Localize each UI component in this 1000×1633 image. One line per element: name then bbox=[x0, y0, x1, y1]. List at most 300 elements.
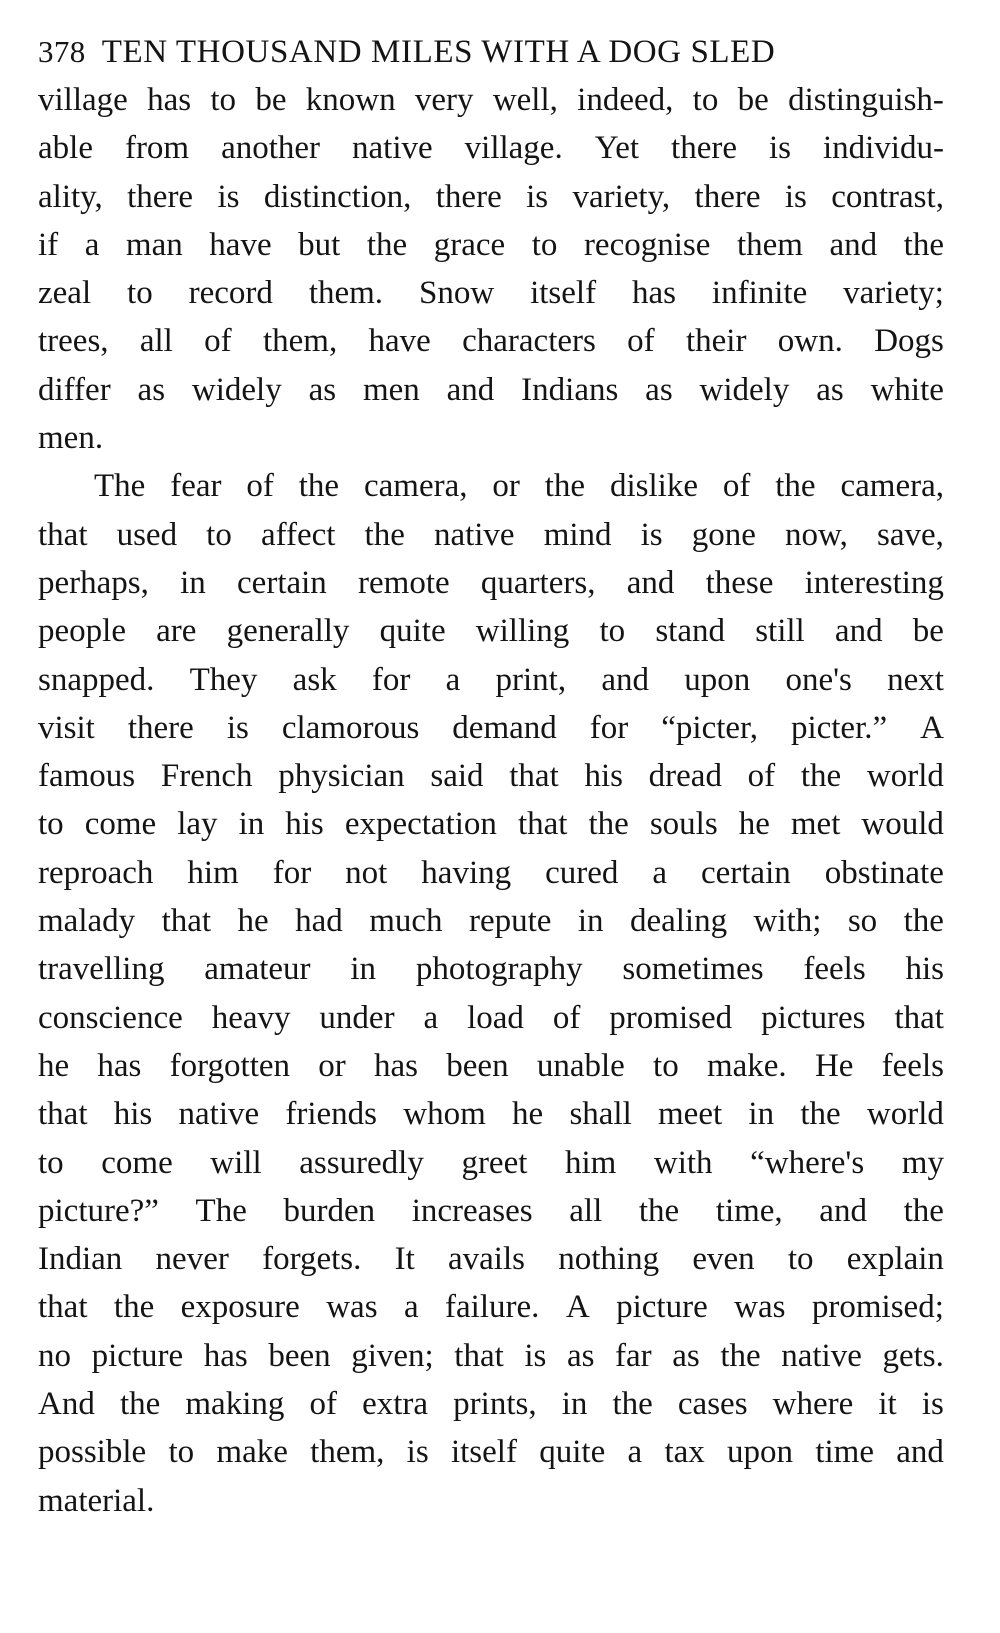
word: the bbox=[364, 516, 405, 553]
word: assuredly bbox=[299, 1144, 424, 1181]
text-line bbox=[38, 800, 944, 848]
word: as bbox=[137, 371, 166, 408]
word: print, bbox=[495, 661, 567, 698]
word: their bbox=[685, 323, 747, 360]
text-line bbox=[38, 1042, 944, 1090]
word: that bbox=[454, 1337, 504, 1374]
word: generally bbox=[226, 613, 350, 650]
word: Indians bbox=[521, 371, 619, 408]
word: far bbox=[615, 1337, 652, 1374]
word: differ bbox=[38, 371, 111, 408]
word: Dogs bbox=[874, 323, 944, 360]
word: infinite bbox=[711, 275, 808, 312]
word: be bbox=[912, 613, 944, 650]
word: all bbox=[569, 1192, 603, 1229]
word: the bbox=[113, 1289, 155, 1326]
text-line bbox=[38, 1428, 944, 1476]
word: nothing bbox=[558, 1241, 660, 1278]
text-line bbox=[38, 559, 944, 607]
word: will bbox=[210, 1144, 262, 1181]
word: clamorous bbox=[281, 709, 420, 746]
word: physician bbox=[278, 758, 405, 795]
running-head bbox=[38, 30, 944, 74]
word: the bbox=[588, 806, 629, 843]
word: there bbox=[671, 130, 737, 167]
word: native bbox=[178, 1096, 260, 1133]
word: travelling bbox=[38, 951, 165, 988]
text-line bbox=[38, 1187, 944, 1235]
text-line bbox=[38, 511, 944, 559]
word: and bbox=[626, 564, 675, 601]
word: dislike bbox=[609, 468, 698, 505]
word: of bbox=[747, 758, 776, 795]
word: making bbox=[185, 1386, 285, 1423]
word: picture?” bbox=[38, 1192, 159, 1229]
word: Snow bbox=[418, 275, 495, 312]
word: picture bbox=[91, 1337, 184, 1374]
word: native bbox=[352, 130, 433, 167]
word: world bbox=[866, 758, 944, 795]
word: time bbox=[815, 1434, 874, 1471]
word: that bbox=[38, 516, 88, 553]
word: friends bbox=[285, 1096, 378, 1133]
word: for bbox=[589, 709, 629, 746]
word: for bbox=[272, 854, 312, 891]
word: that bbox=[509, 758, 559, 795]
word: to bbox=[599, 613, 626, 650]
word: that bbox=[517, 806, 568, 843]
word: all bbox=[139, 323, 173, 360]
text-line bbox=[38, 1283, 944, 1331]
word: a bbox=[423, 999, 439, 1036]
word: the bbox=[119, 1386, 161, 1423]
word: was bbox=[734, 1289, 786, 1326]
word: to bbox=[206, 516, 232, 553]
word: as bbox=[816, 371, 844, 408]
word: make bbox=[216, 1434, 288, 1471]
word: the bbox=[800, 758, 842, 795]
word: still bbox=[755, 613, 805, 650]
word: camera, bbox=[840, 468, 944, 505]
text-line bbox=[38, 1380, 944, 1428]
word: and bbox=[829, 226, 878, 263]
word: his bbox=[285, 806, 324, 843]
word: a bbox=[627, 1434, 643, 1471]
word: for bbox=[371, 661, 411, 698]
word: visit bbox=[38, 709, 95, 746]
text-line bbox=[38, 607, 944, 655]
text-line bbox=[38, 656, 944, 704]
word: are bbox=[156, 613, 197, 650]
word: make. bbox=[706, 1047, 787, 1084]
word: The bbox=[94, 468, 146, 505]
word: he bbox=[237, 903, 269, 940]
word: recognise bbox=[583, 226, 711, 263]
word: the bbox=[903, 903, 944, 940]
word: explain bbox=[846, 1241, 944, 1278]
text-line bbox=[38, 752, 944, 800]
word: another bbox=[221, 130, 321, 167]
word: affect bbox=[260, 516, 336, 553]
text-line bbox=[38, 173, 944, 221]
word: possible bbox=[38, 1434, 147, 1471]
word: characters bbox=[462, 323, 596, 360]
word: Indian bbox=[38, 1241, 123, 1278]
word: distinguish- bbox=[788, 82, 944, 118]
text-line bbox=[38, 462, 944, 510]
word: certain bbox=[237, 564, 327, 601]
word: French bbox=[160, 758, 253, 795]
text-line bbox=[38, 1235, 944, 1283]
word: been bbox=[446, 1047, 509, 1084]
word: the bbox=[775, 468, 816, 505]
word: of bbox=[309, 1386, 337, 1423]
word: but bbox=[298, 226, 341, 263]
word: as bbox=[672, 1337, 700, 1374]
word: be bbox=[255, 82, 287, 118]
word: as bbox=[566, 1337, 595, 1374]
word: in bbox=[238, 806, 265, 843]
word: exposure bbox=[180, 1289, 300, 1326]
word: to bbox=[127, 275, 153, 312]
word: the bbox=[903, 226, 944, 263]
word: them, bbox=[310, 1434, 385, 1471]
word: them. bbox=[308, 275, 384, 312]
word: has bbox=[97, 1047, 142, 1084]
word: forgotten bbox=[169, 1047, 291, 1084]
word: there bbox=[127, 178, 194, 215]
word: mind bbox=[543, 516, 612, 553]
text-line bbox=[38, 76, 944, 124]
word: the bbox=[638, 1192, 680, 1229]
word: repute bbox=[468, 903, 552, 940]
word: that bbox=[38, 1096, 88, 1133]
word: the bbox=[612, 1386, 653, 1423]
word: cases bbox=[677, 1386, 748, 1423]
word: Yet bbox=[594, 130, 640, 167]
word: conscience bbox=[38, 999, 183, 1036]
word: dread bbox=[648, 758, 722, 795]
word: It bbox=[394, 1241, 415, 1278]
word: photography bbox=[415, 951, 583, 988]
word: come bbox=[84, 806, 157, 843]
word: now, bbox=[784, 516, 848, 553]
word: obstinate bbox=[824, 854, 944, 891]
text-line bbox=[38, 124, 944, 172]
word: gone bbox=[691, 516, 756, 553]
word: increases bbox=[411, 1192, 533, 1229]
text-line bbox=[38, 221, 944, 269]
word: given; bbox=[351, 1337, 434, 1374]
word: widely bbox=[699, 371, 790, 408]
word: from bbox=[124, 130, 190, 167]
word: to bbox=[210, 82, 237, 118]
word: A bbox=[920, 709, 944, 746]
word: village. bbox=[464, 130, 563, 167]
word: amateur bbox=[204, 951, 311, 988]
word: having bbox=[421, 854, 512, 891]
word: quarters, bbox=[480, 564, 596, 601]
word: he bbox=[512, 1096, 544, 1133]
word: man bbox=[125, 226, 183, 263]
word: to bbox=[692, 82, 719, 118]
word: is bbox=[784, 178, 807, 215]
word: in bbox=[561, 1386, 588, 1423]
text-line: men. bbox=[38, 420, 104, 457]
word: remote bbox=[358, 564, 450, 601]
word: ask bbox=[292, 661, 337, 698]
word: would bbox=[861, 806, 944, 843]
word: under bbox=[319, 999, 395, 1036]
text-line bbox=[38, 994, 944, 1042]
word: picture bbox=[616, 1289, 708, 1326]
word: to bbox=[787, 1241, 814, 1278]
word: with bbox=[653, 1144, 713, 1181]
word: his bbox=[584, 758, 623, 795]
word: come bbox=[101, 1144, 173, 1181]
word: willing bbox=[475, 613, 570, 650]
word: it bbox=[878, 1386, 897, 1423]
word: is bbox=[526, 178, 549, 215]
text-line bbox=[38, 1090, 944, 1138]
word: record bbox=[188, 275, 273, 312]
word: burden bbox=[283, 1192, 376, 1229]
word: that bbox=[38, 1289, 88, 1326]
word: is bbox=[921, 1386, 944, 1423]
word: is bbox=[226, 709, 249, 746]
word: of bbox=[552, 999, 581, 1036]
word: the bbox=[298, 468, 340, 505]
word: world bbox=[866, 1096, 944, 1133]
word: so bbox=[847, 903, 878, 940]
word: of bbox=[627, 323, 655, 360]
text-line bbox=[38, 849, 944, 897]
word: to bbox=[168, 1434, 195, 1471]
word: indeed, bbox=[577, 82, 674, 118]
word: and bbox=[601, 661, 649, 698]
word: failure. bbox=[445, 1289, 540, 1326]
word: ality, bbox=[38, 178, 103, 215]
word: him bbox=[564, 1144, 617, 1181]
word: and bbox=[819, 1192, 867, 1229]
word: used bbox=[116, 516, 178, 553]
word: save, bbox=[877, 516, 944, 553]
text-line bbox=[38, 945, 944, 993]
word: souls bbox=[649, 806, 718, 843]
word: feels bbox=[881, 1047, 944, 1084]
word: unable bbox=[536, 1047, 625, 1084]
word: and bbox=[834, 613, 883, 650]
word: of bbox=[722, 468, 751, 505]
word: had bbox=[295, 903, 343, 940]
text-line bbox=[38, 704, 944, 752]
paragraph-1 bbox=[38, 76, 944, 462]
word: never bbox=[155, 1241, 229, 1278]
word: that bbox=[161, 903, 212, 940]
word: itself bbox=[530, 275, 597, 312]
word: time, bbox=[715, 1192, 783, 1229]
word: to bbox=[531, 226, 558, 263]
word: of bbox=[246, 468, 274, 505]
word: a bbox=[652, 854, 668, 891]
word: “picter, bbox=[661, 709, 758, 746]
word: his bbox=[113, 1096, 153, 1133]
word: load bbox=[467, 999, 524, 1036]
word: pictures bbox=[761, 999, 866, 1036]
word: zeal bbox=[38, 275, 92, 312]
word: is bbox=[640, 516, 663, 553]
word: if bbox=[38, 226, 59, 263]
word: picter.” bbox=[790, 709, 888, 746]
word: next bbox=[887, 661, 944, 698]
word: is bbox=[406, 1434, 429, 1471]
word: greet bbox=[461, 1144, 528, 1181]
word: to bbox=[38, 806, 64, 843]
text-line bbox=[38, 1139, 944, 1187]
word: in bbox=[180, 564, 206, 601]
word: contrast, bbox=[831, 178, 944, 215]
word: even bbox=[692, 1241, 755, 1278]
text-line bbox=[38, 897, 944, 945]
word: in bbox=[350, 951, 377, 988]
word: expectation bbox=[344, 806, 497, 843]
word: where bbox=[772, 1386, 854, 1423]
word: there bbox=[127, 709, 194, 746]
word: gets. bbox=[882, 1337, 944, 1374]
word: widely bbox=[191, 371, 282, 408]
word: shall bbox=[569, 1096, 632, 1133]
word: “where's bbox=[750, 1144, 865, 1181]
word: no bbox=[38, 1337, 71, 1374]
word: or bbox=[318, 1047, 346, 1084]
word: famous bbox=[38, 758, 136, 795]
word: sometimes bbox=[622, 951, 764, 988]
word: there bbox=[435, 178, 502, 215]
word: trees, bbox=[38, 323, 109, 360]
word: has bbox=[632, 275, 676, 312]
word: as bbox=[308, 371, 337, 408]
word: feels bbox=[803, 951, 866, 988]
word: been bbox=[268, 1337, 331, 1374]
word: He bbox=[814, 1047, 854, 1084]
word: fear bbox=[170, 468, 222, 505]
word: grace bbox=[433, 226, 506, 263]
word: promised; bbox=[811, 1289, 944, 1326]
word: people bbox=[38, 613, 126, 650]
word: village bbox=[38, 82, 128, 118]
word: or bbox=[492, 468, 520, 505]
word: these bbox=[705, 564, 774, 601]
paragraph-2 bbox=[38, 462, 944, 1525]
word: They bbox=[189, 661, 258, 698]
word: avails bbox=[448, 1241, 525, 1278]
word: have bbox=[209, 226, 272, 263]
word: as bbox=[645, 371, 673, 408]
word: is bbox=[524, 1337, 547, 1374]
word: lay bbox=[177, 806, 218, 843]
word: them bbox=[736, 226, 803, 263]
word: distinction, bbox=[263, 178, 412, 215]
word: to bbox=[653, 1047, 679, 1084]
word: native bbox=[433, 516, 515, 553]
word: native bbox=[781, 1337, 862, 1374]
word: has bbox=[147, 82, 192, 118]
text-line: material. bbox=[38, 1482, 155, 1519]
word: is bbox=[768, 130, 791, 167]
word: malady bbox=[38, 903, 136, 940]
word: met bbox=[790, 806, 841, 843]
text-line bbox=[38, 366, 944, 414]
word: be bbox=[737, 82, 769, 118]
word: well, bbox=[492, 82, 558, 118]
word: a bbox=[445, 661, 461, 698]
word: variety; bbox=[843, 275, 944, 312]
word: the bbox=[544, 468, 586, 505]
word: him bbox=[187, 854, 239, 891]
word: cured bbox=[545, 854, 619, 891]
word: stand bbox=[655, 613, 726, 650]
word: tax bbox=[664, 1434, 705, 1471]
word: individu- bbox=[822, 130, 944, 167]
word: the bbox=[903, 1192, 944, 1229]
word: quite bbox=[379, 613, 446, 650]
word: dealing bbox=[629, 903, 728, 940]
word: snapped. bbox=[38, 661, 155, 698]
word: have bbox=[368, 323, 431, 360]
word: heavy bbox=[211, 999, 291, 1036]
word: forgets. bbox=[262, 1241, 362, 1278]
word: a bbox=[403, 1289, 419, 1326]
word: whom bbox=[403, 1096, 486, 1133]
book-title: TEN THOUSAND MILES WITH A DOG SLED bbox=[101, 34, 776, 70]
word: men bbox=[362, 371, 420, 408]
word: And bbox=[38, 1386, 95, 1423]
word: interesting bbox=[804, 564, 944, 601]
word: demand bbox=[452, 709, 557, 746]
word: in bbox=[748, 1096, 775, 1133]
text-line bbox=[38, 1332, 944, 1380]
word: was bbox=[326, 1289, 378, 1326]
word: and bbox=[446, 371, 495, 408]
word: prints, bbox=[453, 1386, 537, 1423]
word: certain bbox=[700, 854, 791, 891]
word: he bbox=[738, 806, 770, 843]
word: to bbox=[38, 1144, 64, 1181]
text-line bbox=[38, 317, 944, 365]
word: camera, bbox=[363, 468, 468, 505]
word: extra bbox=[362, 1386, 429, 1423]
word: own. bbox=[777, 323, 843, 360]
word: my bbox=[901, 1144, 944, 1181]
word: upon bbox=[684, 661, 751, 698]
word: has bbox=[374, 1047, 419, 1084]
word: that bbox=[894, 999, 944, 1036]
word: the bbox=[800, 1096, 841, 1133]
word: he bbox=[38, 1047, 70, 1084]
word: a bbox=[84, 226, 100, 263]
word: itself bbox=[450, 1434, 517, 1471]
word: of bbox=[204, 323, 232, 360]
word: perhaps, bbox=[38, 564, 149, 601]
book-page bbox=[38, 30, 944, 1525]
word: one's bbox=[785, 661, 852, 698]
word: very bbox=[414, 82, 474, 118]
word: much bbox=[369, 903, 443, 940]
word: reproach bbox=[38, 854, 154, 891]
word: meet bbox=[658, 1096, 723, 1133]
word: the bbox=[720, 1337, 761, 1374]
word: his bbox=[905, 951, 944, 988]
